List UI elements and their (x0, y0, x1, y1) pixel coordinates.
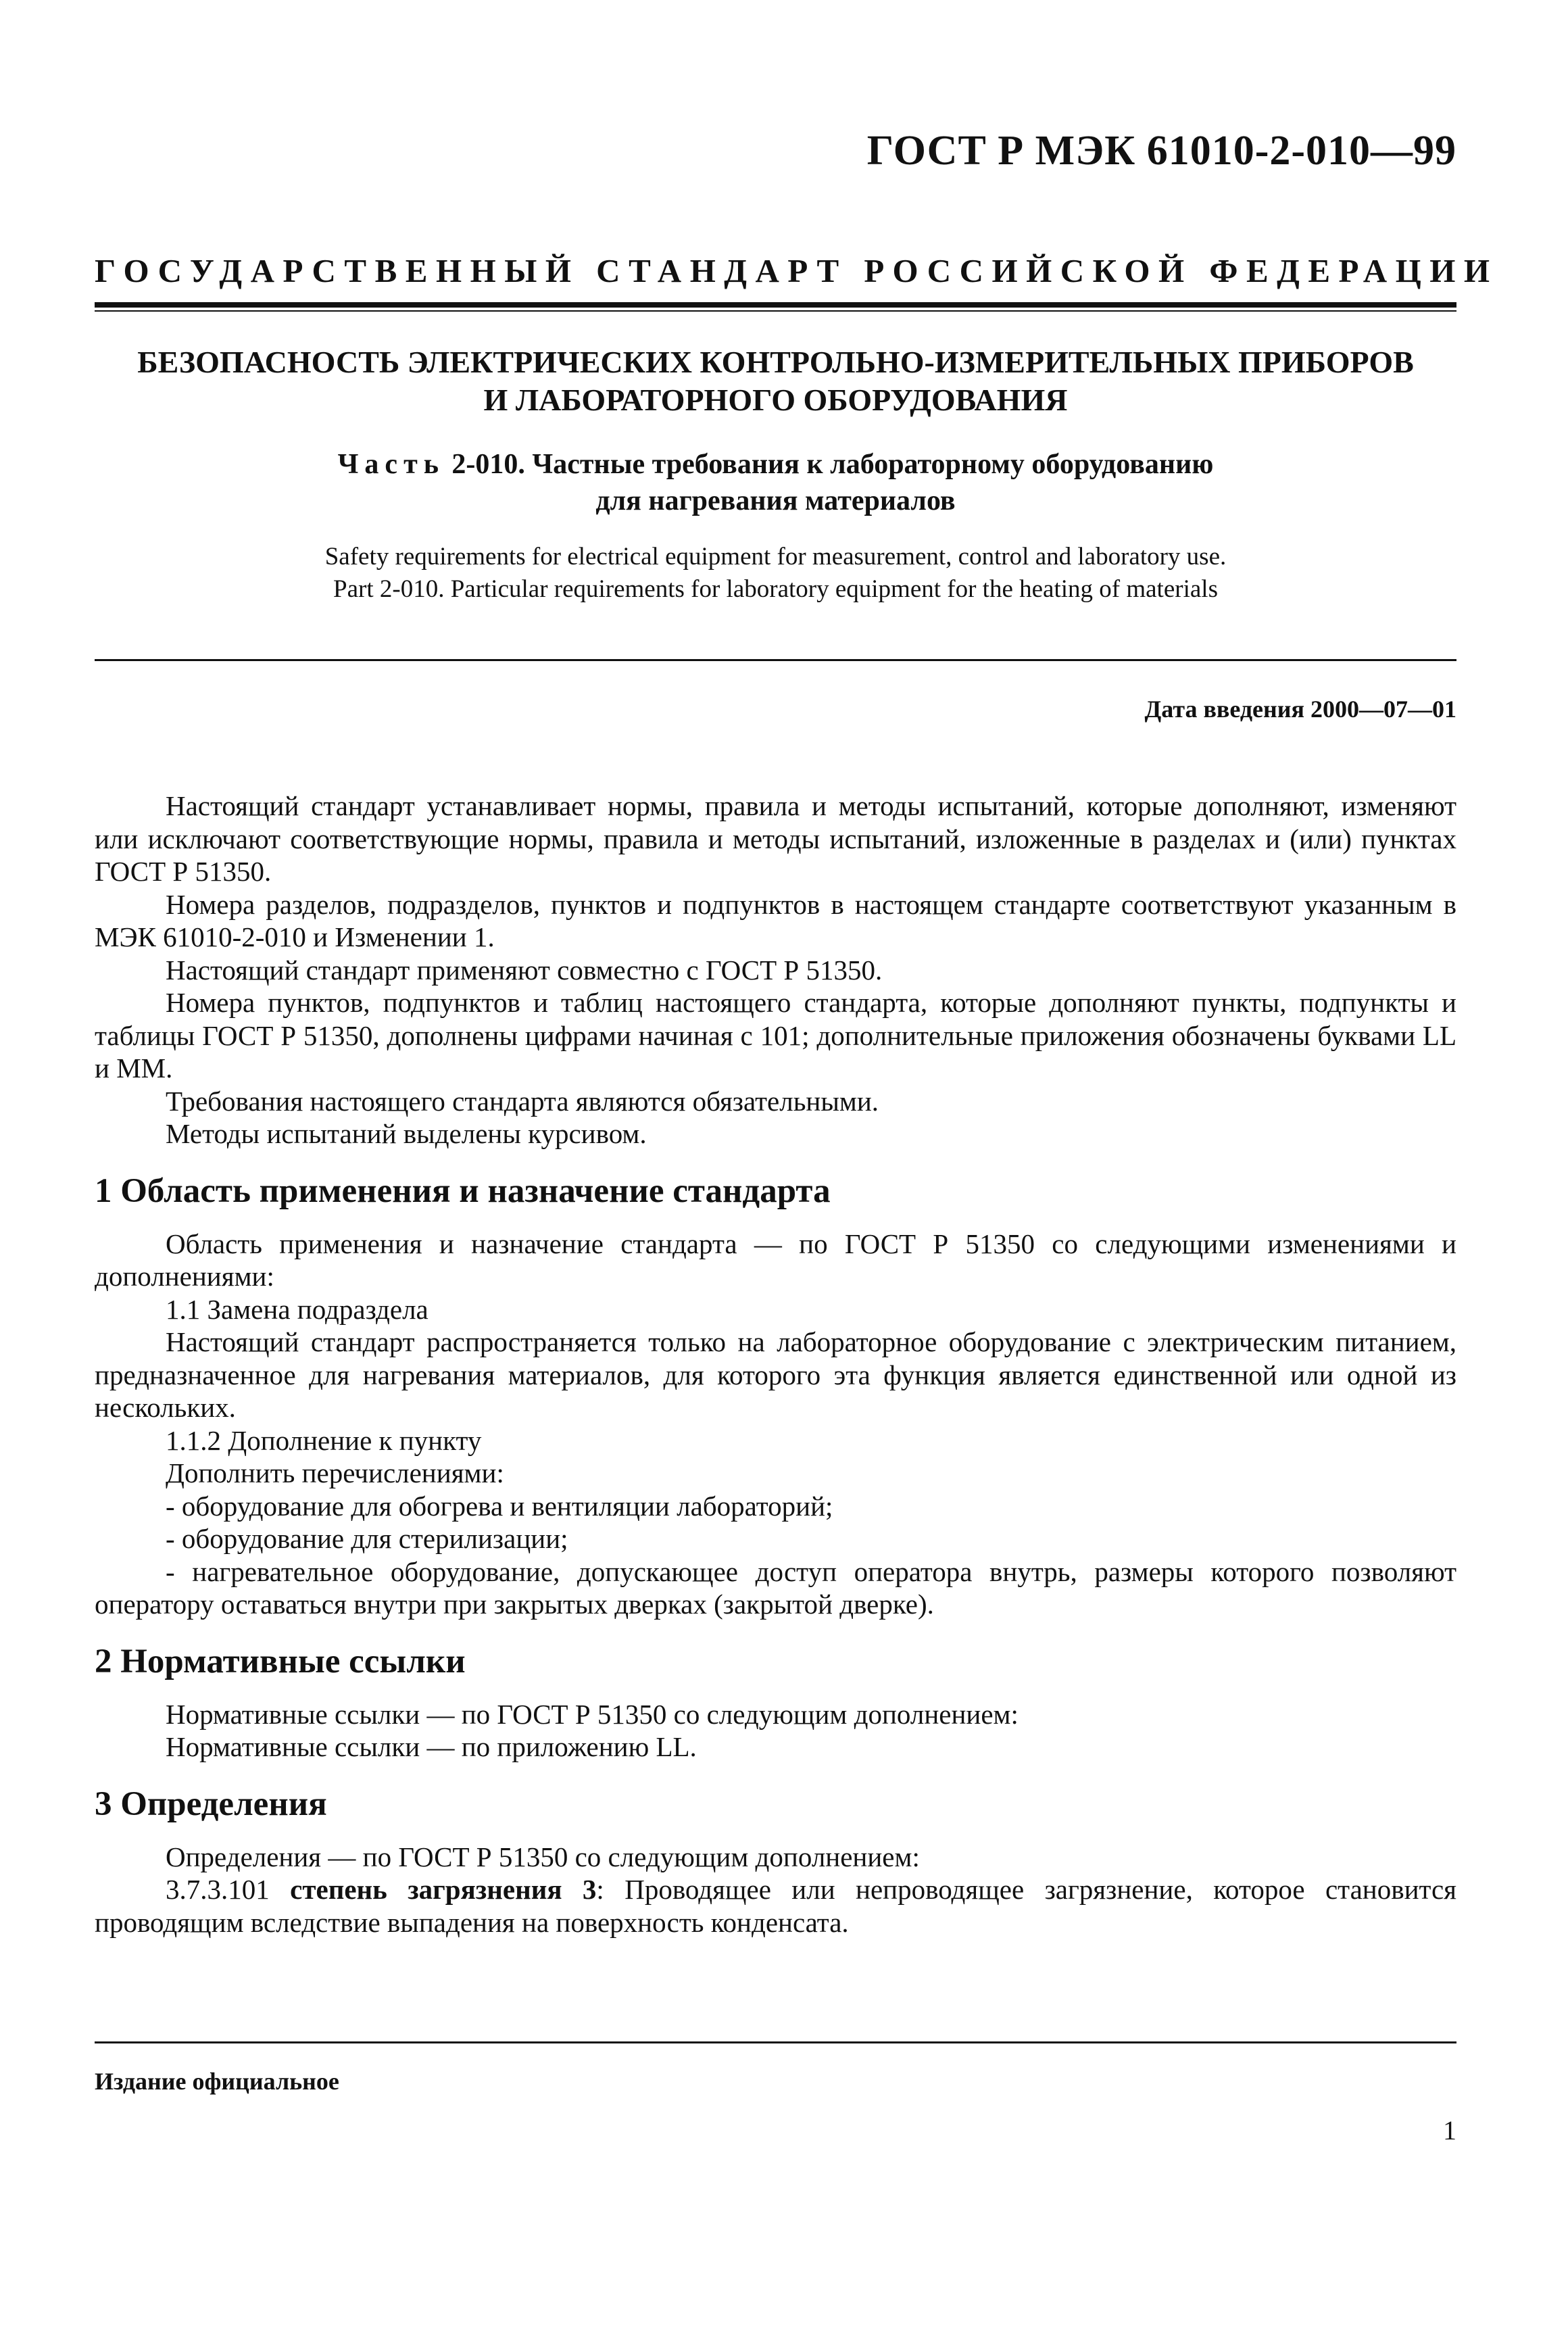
definition-text: : Проводящее или непроводящее загрязнение, которое становится проводящим вследствие выпадения на поверхность конденсата. (95, 1874, 1457, 1938)
section-1-heading: 1 Область применения и назначение стандарта (95, 1171, 831, 1210)
section-2-paragraph: Нормативные ссылки — по ГОСТ Р 51350 со следующим дополнением: (166, 1698, 1019, 1730)
section-2-heading: 2 Нормативные ссылки (95, 1642, 466, 1680)
part-title-text: 2-010. Частные требования к лабораторному оборудованию (451, 449, 1214, 480)
preamble-paragraph: Настоящий стандарт устанавливает нормы, правила и методы испытаний, которые дополняют, изменяют или исключают соответствующие нормы, правила и методы испытаний, изложенные в разделах и (или) пунктах ГОСТ Р 51350. (95, 790, 1456, 887)
title-line-1: БЕЗОПАСНОСТЬ ЭЛЕКТРИЧЕСКИХ КОНТРОЛЬНО-ИЗМЕРИТЕЛЬНЫХ ПРИБОРОВ (137, 345, 1414, 379)
part-title (95, 446, 1456, 519)
part-title-line-2: для нагревания материалов (595, 485, 956, 516)
preamble-paragraph: Номера пунктов, подпунктов и таблиц настоящего стандарта, которые дополняют пункты, подпункты и таблицы ГОСТ Р 51350, дополнены цифрами начиная с 101; дополнительные приложения обозначены буквами LL и ММ. (95, 987, 1456, 1084)
section-1-list-item: - оборудование для обогрева и вентиляции лабораторий; (166, 1490, 833, 1522)
definition-paragraph (95, 1873, 1456, 1939)
english-title-line-1: Safety requirements for electrical equipment for measurement, control and laboratory use. (324, 543, 1227, 571)
definition-number: 3.7.3.101 (166, 1874, 270, 1905)
header-rule-thick (95, 302, 1456, 308)
part-title-line-1 (95, 446, 1456, 483)
section-1-list-item: - нагревательное оборудование, допускающее доступ оператора внутрь, размеры которого позволяют оператору оставаться внутри при закрытых дверках (закрытой дверке). (95, 1555, 1456, 1620)
section-1-paragraph: 1.1.2 Дополнение к пункту (166, 1424, 482, 1456)
english-title-line-2: Part 2-010. Particular requirements for laboratory equipment for the heating of materials (333, 575, 1218, 603)
section-2-paragraph: Нормативные ссылки — по приложению LL. (166, 1731, 697, 1762)
section-1-paragraph: Настоящий стандарт распространяется только на лабораторное оборудование с электрическим питанием, предназначенное для нагревания материалов, для которого эта функция является единственной или одной из нескольких. (95, 1326, 1456, 1423)
official-edition-label: Издание официальное (95, 2068, 339, 2095)
document-body (95, 790, 1456, 1939)
header-rule-thin (95, 310, 1456, 312)
preamble-paragraph: Номера разделов, подразделов, пунктов и подпунктов в настоящем стандарте соответствуют указанным в МЭК 61010-2-010 и Изменении 1. (95, 888, 1456, 952)
section-1-paragraph: Область применения и назначение стандарта — по ГОСТ Р 51350 со следующими изменениями и дополнениями: (95, 1228, 1456, 1292)
page-number: 1 (1443, 2115, 1456, 2146)
document-title (95, 343, 1456, 419)
title-line-2: И ЛАБОРАТОРНОГО ОБОРУДОВАНИЯ (483, 383, 1068, 417)
section-3-paragraph: Определения — по ГОСТ Р 51350 со следующим дополнением: (166, 1841, 920, 1872)
footer-rule (95, 2041, 1456, 2043)
preamble-paragraph: Требования настоящего стандарта являются обязательными. (166, 1085, 879, 1117)
section-1-list-item: - оборудование для стерилизации; (166, 1523, 568, 1554)
title-divider (95, 659, 1456, 661)
preamble-paragraph: Настоящий стандарт применяют совместно с ГОСТ Р 51350. (166, 954, 883, 986)
definition-term: степень загрязнения 3 (290, 1874, 597, 1905)
document-code: ГОСТ Р МЭК 61010-2-010—99 (866, 128, 1456, 174)
section-1-paragraph: 1.1 Замена подраздела (166, 1293, 428, 1325)
section-1-paragraph: Дополнить перечислениями: (166, 1457, 504, 1488)
state-standard-heading: ГОСУДАРСТВЕННЫЙ СТАНДАРТ РОССИЙСКОЙ ФЕДЕРАЦИИ (95, 252, 1498, 289)
preamble-paragraph: Методы испытаний выделены курсивом. (166, 1118, 647, 1149)
part-word: Часть (337, 449, 445, 480)
introduction-date: Дата введения 2000—07—01 (1144, 696, 1456, 723)
english-title (95, 541, 1456, 606)
section-3-heading: 3 Определения (95, 1785, 327, 1823)
